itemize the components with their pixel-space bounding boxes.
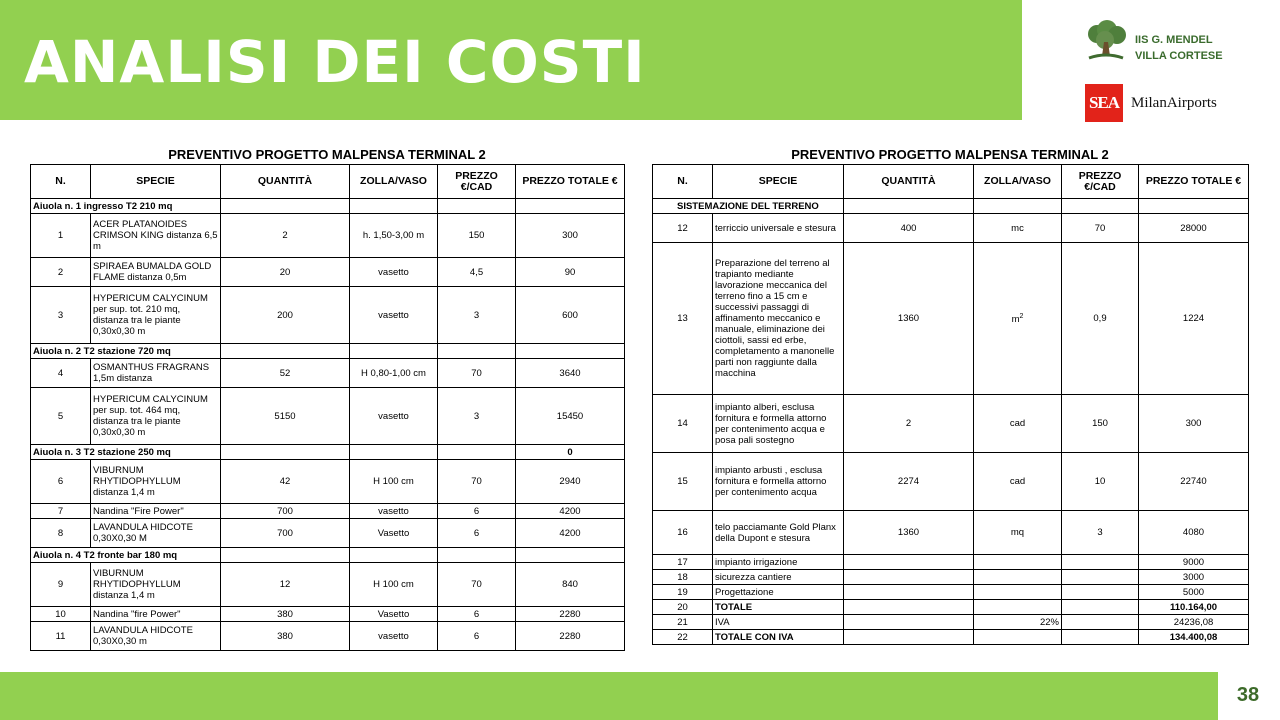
unit-price-cell: 70 (438, 359, 516, 388)
section-row (31, 548, 625, 563)
row-number: 7 (31, 504, 91, 519)
row-number: 11 (31, 622, 91, 651)
unit-label: cad (1009, 476, 1026, 487)
left-sheet (30, 146, 624, 651)
empty-cell (438, 445, 516, 460)
container-cell: Vasetto (350, 519, 438, 548)
left-sheet-title: PREVENTIVO PROGETTO MALPENSA TERMINAL 2 (168, 147, 486, 162)
summary-row (653, 555, 1249, 570)
table-row (653, 243, 1249, 395)
table-row (31, 359, 625, 388)
table-row (31, 258, 625, 287)
total-price-cell: 2280 (516, 607, 625, 622)
right-cost-table (652, 164, 1249, 645)
milan-airports-label: MilanAirports (1131, 95, 1217, 111)
header-cell: ZOLLA/VASO (350, 165, 438, 199)
unit-price-cell: 70 (1062, 214, 1139, 243)
left-cost-table (30, 164, 625, 651)
table-row (653, 453, 1249, 511)
summary-row (653, 570, 1249, 585)
unit-price-cell: 3 (1062, 511, 1139, 555)
summary-row (653, 600, 1249, 615)
row-number: 6 (31, 460, 91, 504)
summary-total: 110.164,00 (1139, 600, 1249, 615)
quantity-cell: 400 (844, 214, 974, 243)
table-row (31, 504, 625, 519)
species-cell: VIBURNUM RHYTIDOPHYLLUM distanza 1,4 m (91, 460, 221, 504)
quantity-cell: 42 (221, 460, 350, 504)
quantity-cell: 52 (221, 359, 350, 388)
row-number: 9 (31, 563, 91, 607)
sea-logo: SEA (1085, 84, 1123, 122)
section-row (31, 199, 625, 214)
unit-price-cell: 10 (1062, 453, 1139, 511)
description-cell: telo pacciamante Gold Planx della Dupont e stesura (713, 511, 844, 555)
right-sheet (652, 146, 1248, 645)
species-cell: Nandina "fire Power" (91, 607, 221, 622)
row-number: 19 (653, 585, 713, 600)
quantity-cell: 2274 (844, 453, 974, 511)
quantity-cell: 380 (221, 607, 350, 622)
quantity-cell: 2 (221, 214, 350, 258)
unit-cell (974, 511, 1062, 555)
quantity-cell: 200 (221, 287, 350, 344)
section-label: Aiuola n. 4 T2 fronte bar 180 mq (31, 548, 221, 563)
description-cell: Preparazione del terreno al trapianto mediante lavorazione meccanica del terreno fino a 15 cm e successivi passaggi di affinamento meccanico e manuale, eliminazione dei ciottoli, sassi ed erbe, completamento a manonelle parti non raggiunte dalla macchina (713, 243, 844, 395)
header-cell: PREZZO €/CAD (438, 165, 516, 199)
table-row (653, 214, 1249, 243)
empty-cell (1062, 555, 1139, 570)
container-cell: H 100 cm (350, 460, 438, 504)
empty-cell (844, 615, 974, 630)
quantity-cell: 380 (221, 622, 350, 651)
unit-price-cell: 4,5 (438, 258, 516, 287)
species-cell: SPIRAEA BUMALDA GOLD FLAME distanza 0,5m (91, 258, 221, 287)
total-price-cell: 300 (1139, 395, 1249, 453)
unit-cell (974, 395, 1062, 453)
total-price-cell: 22740 (1139, 453, 1249, 511)
row-number: 13 (653, 243, 713, 395)
section-row (31, 344, 625, 359)
empty-cell (1062, 600, 1139, 615)
section-total (516, 344, 625, 359)
quantity-cell: 20 (221, 258, 350, 287)
row-number: 4 (31, 359, 91, 388)
species-cell: LAVANDULA HIDCOTE 0,30X0,30 m (91, 622, 221, 651)
section-total (516, 548, 625, 563)
empty-cell (221, 548, 350, 563)
unit-label: mq (1010, 527, 1025, 538)
header-cell: PREZZO €/CAD (1062, 165, 1139, 199)
row-number: 10 (31, 607, 91, 622)
summary-total: 134.400,08 (1139, 630, 1249, 645)
container-cell: vasetto (350, 388, 438, 445)
empty-cell (438, 548, 516, 563)
section-row (31, 445, 625, 460)
empty-cell (844, 630, 974, 645)
quantity-cell: 700 (221, 519, 350, 548)
empty-cell (844, 199, 974, 214)
species-cell: ACER PLATANOIDES CRIMSON KING distanza 6,5 m (91, 214, 221, 258)
summary-label: impianto irrigazione (713, 555, 844, 570)
species-cell: Nandina "Fire Power" (91, 504, 221, 519)
summary-note (974, 570, 1062, 585)
species-cell: HYPERICUM CALYCINUM per sup. tot. 210 mq, distanza tra le piante 0,30x0,30 m (91, 287, 221, 344)
container-cell: vasetto (350, 287, 438, 344)
header-cell: SPECIE (713, 165, 844, 199)
empty-cell (844, 570, 974, 585)
summary-label: sicurezza cantiere (713, 570, 844, 585)
container-cell: vasetto (350, 258, 438, 287)
table-row (31, 519, 625, 548)
total-price-cell: 3640 (516, 359, 625, 388)
header-cell: QUANTITÀ (844, 165, 974, 199)
description-cell: terriccio universale e stesura (713, 214, 844, 243)
right-sheet-title: PREVENTIVO PROGETTO MALPENSA TERMINAL 2 (791, 147, 1109, 162)
header-cell: PREZZO TOTALE € (516, 165, 625, 199)
table-row (31, 388, 625, 445)
table-row (653, 395, 1249, 453)
summary-total: 24236,08 (1139, 615, 1249, 630)
empty-cell (844, 555, 974, 570)
total-price-cell: 2280 (516, 622, 625, 651)
unit-price-cell: 70 (438, 460, 516, 504)
unit-price-cell: 6 (438, 622, 516, 651)
summary-row (653, 615, 1249, 630)
school-name: IIS G. MENDEL VILLA CORTESE (1135, 34, 1223, 62)
table-row (653, 511, 1249, 555)
empty-cell (438, 199, 516, 214)
summary-label: IVA (713, 615, 844, 630)
total-price-cell: 600 (516, 287, 625, 344)
empty-cell (221, 344, 350, 359)
unit-price-cell: 6 (438, 607, 516, 622)
header-cell: QUANTITÀ (221, 165, 350, 199)
section-label: SISTEMAZIONE DEL TERRENO (653, 199, 844, 214)
row-number: 3 (31, 287, 91, 344)
container-cell: H 100 cm (350, 563, 438, 607)
row-number: 18 (653, 570, 713, 585)
unit-price-cell: 150 (1062, 395, 1139, 453)
quantity-cell: 2 (844, 395, 974, 453)
unit-price-cell: 3 (438, 287, 516, 344)
row-number: 2 (31, 258, 91, 287)
summary-note (974, 600, 1062, 615)
summary-row (653, 630, 1249, 645)
empty-cell (350, 445, 438, 460)
row-number: 5 (31, 388, 91, 445)
total-price-cell: 28000 (1139, 214, 1249, 243)
unit-price-cell: 6 (438, 519, 516, 548)
empty-cell (350, 548, 438, 563)
quantity-cell: 12 (221, 563, 350, 607)
header-cell: PREZZO TOTALE € (1139, 165, 1249, 199)
summary-label: TOTALE CON IVA (713, 630, 844, 645)
unit-price-cell: 3 (438, 388, 516, 445)
total-price-cell: 1224 (1139, 243, 1249, 395)
summary-note (974, 555, 1062, 570)
table-row (31, 214, 625, 258)
unit-label: cad (1009, 418, 1026, 429)
species-cell: VIBURNUM RHYTIDOPHYLLUM distanza 1,4 m (91, 563, 221, 607)
page-title: ANALISI DEI COSTI (24, 28, 646, 96)
unit-exponent: 2 (1019, 313, 1024, 321)
section-row (653, 199, 1249, 214)
empty-cell (1062, 585, 1139, 600)
page-number: 38 (1236, 684, 1260, 706)
container-cell: Vasetto (350, 607, 438, 622)
summary-note: 22% (974, 615, 1062, 630)
total-price-cell: 300 (516, 214, 625, 258)
empty-cell (1062, 630, 1139, 645)
total-price-cell: 4200 (516, 504, 625, 519)
right-header-row (653, 165, 1249, 199)
species-cell: HYPERICUM CALYCINUM per sup. tot. 464 mq, distanza tra le piante 0,30x0,30 m (91, 388, 221, 445)
section-total (516, 199, 625, 214)
total-price-cell: 2940 (516, 460, 625, 504)
header-cell: SPECIE (91, 165, 221, 199)
section-label: Aiuola n. 2 T2 stazione 720 mq (31, 344, 221, 359)
unit-cell (974, 243, 1062, 395)
unit-label: m (1011, 314, 1020, 326)
row-number: 20 (653, 600, 713, 615)
empty-cell (844, 585, 974, 600)
description-cell: impianto arbusti , esclusa fornitura e formella attorno per contenimento acqua (713, 453, 844, 511)
empty-cell (350, 344, 438, 359)
total-price-cell: 4200 (516, 519, 625, 548)
description-cell: impianto alberi, esclusa fornitura e formella attorno per contenimento acqua e posa pali sostegno (713, 395, 844, 453)
summary-note (974, 585, 1062, 600)
container-cell: vasetto (350, 622, 438, 651)
empty-cell (221, 445, 350, 460)
row-number: 1 (31, 214, 91, 258)
row-number: 8 (31, 519, 91, 548)
empty-cell (1062, 615, 1139, 630)
empty-cell (844, 600, 974, 615)
header-cell: N. (31, 165, 91, 199)
table-row (31, 460, 625, 504)
empty-cell (1062, 199, 1139, 214)
empty-cell (438, 344, 516, 359)
species-cell: LAVANDULA HIDCOTE 0,30X0,30 M (91, 519, 221, 548)
section-label: Aiuola n. 3 T2 stazione 250 mq (31, 445, 221, 460)
table-row (31, 622, 625, 651)
total-price-cell: 840 (516, 563, 625, 607)
quantity-cell: 700 (221, 504, 350, 519)
table-row (31, 607, 625, 622)
row-number: 21 (653, 615, 713, 630)
quantity-cell: 1360 (844, 511, 974, 555)
tree-logo-icon (1083, 20, 1129, 62)
header-cell: ZOLLA/VASO (974, 165, 1062, 199)
row-number: 16 (653, 511, 713, 555)
summary-label: TOTALE (713, 600, 844, 615)
row-number: 12 (653, 214, 713, 243)
row-number: 22 (653, 630, 713, 645)
footer-band (0, 672, 1218, 720)
section-total: 0 (516, 445, 625, 460)
total-price-cell: 15450 (516, 388, 625, 445)
unit-cell (974, 214, 1062, 243)
container-cell: h. 1,50-3,00 m (350, 214, 438, 258)
empty-cell (221, 199, 350, 214)
table-row (31, 563, 625, 607)
unit-price-cell: 6 (438, 504, 516, 519)
quantity-cell: 1360 (844, 243, 974, 395)
left-header-row (31, 165, 625, 199)
empty-cell (974, 199, 1062, 214)
summary-row (653, 585, 1249, 600)
empty-cell (350, 199, 438, 214)
unit-label: mc (1011, 222, 1024, 234)
empty-cell (1139, 199, 1249, 214)
header-cell: N. (653, 165, 713, 199)
summary-total: 5000 (1139, 585, 1249, 600)
species-cell: OSMANTHUS FRAGRANS 1,5m distanza (91, 359, 221, 388)
row-number: 15 (653, 453, 713, 511)
total-price-cell: 90 (516, 258, 625, 287)
summary-total: 3000 (1139, 570, 1249, 585)
summary-label: Progettazione (713, 585, 844, 600)
summary-total: 9000 (1139, 555, 1249, 570)
unit-price-cell: 70 (438, 563, 516, 607)
empty-cell (1062, 570, 1139, 585)
container-cell: vasetto (350, 504, 438, 519)
section-label: Aiuola n. 1 ingresso T2 210 mq (31, 199, 221, 214)
container-cell: H 0,80-1,00 cm (350, 359, 438, 388)
row-number: 17 (653, 555, 713, 570)
total-price-cell: 4080 (1139, 511, 1249, 555)
quantity-cell: 5150 (221, 388, 350, 445)
row-number: 14 (653, 395, 713, 453)
unit-cell (974, 453, 1062, 511)
unit-price-cell: 150 (438, 214, 516, 258)
unit-price-cell: 0,9 (1062, 243, 1139, 395)
summary-note (974, 630, 1062, 645)
table-row (31, 287, 625, 344)
